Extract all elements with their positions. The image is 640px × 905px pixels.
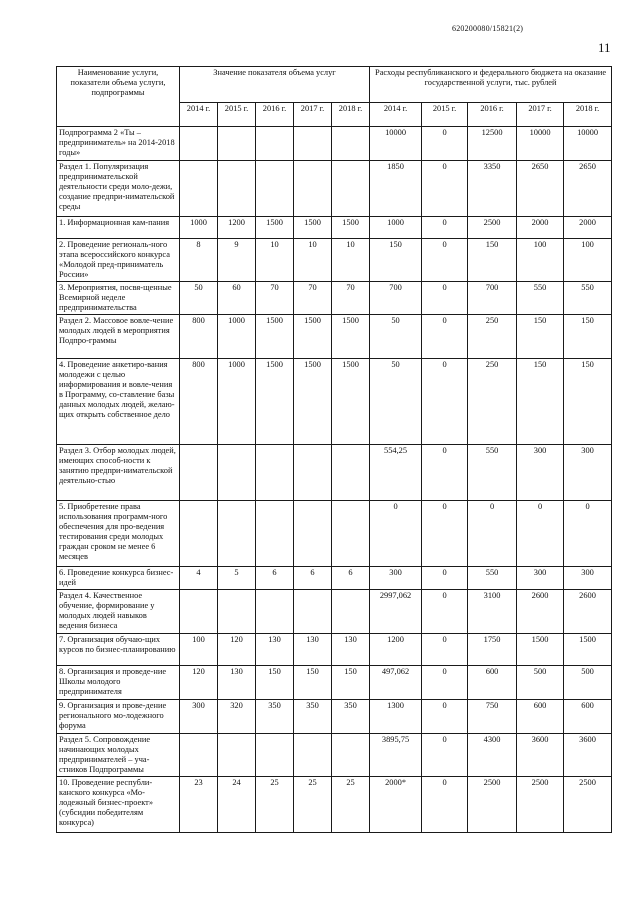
expense-cell: 100 <box>564 239 612 282</box>
expense-cell: 150 <box>370 239 422 282</box>
expense-cell: 0 <box>422 127 468 161</box>
volume-cell <box>218 734 256 777</box>
expense-cell: 0 <box>370 501 422 567</box>
expense-cell: 2500 <box>468 217 517 239</box>
expense-cell: 700 <box>468 282 517 315</box>
volume-cell <box>180 445 218 501</box>
volume-cell: 9 <box>218 239 256 282</box>
expense-cell: 1300 <box>370 700 422 734</box>
table-row <box>57 282 612 315</box>
volume-cell <box>218 590 256 634</box>
volume-cell <box>294 590 332 634</box>
row-name: 2. Проведение региональ-ного этапа всероссийского конкурса «Молодой пред-приниматель России» <box>57 239 180 282</box>
volume-cell <box>218 445 256 501</box>
table-row <box>57 567 612 590</box>
volume-cell <box>294 445 332 501</box>
expense-cell: 300 <box>517 567 564 590</box>
volume-cell <box>180 127 218 161</box>
expense-cell: 0 <box>422 700 468 734</box>
header-vol-year: 2015 г. <box>218 103 256 127</box>
row-name: Раздел 3. Отбор молодых людей, имеющих способ-ности к занятию предпри-нимательской деятельно-стью <box>57 445 180 501</box>
expense-cell: 100 <box>517 239 564 282</box>
volume-cell: 70 <box>294 282 332 315</box>
volume-cell: 1000 <box>218 315 256 359</box>
expense-cell: 1200 <box>370 634 422 666</box>
row-name: Раздел 2. Массовое вовле-чение молодых людей в мероприятия Подпро-граммы <box>57 315 180 359</box>
expense-cell: 150 <box>564 359 612 445</box>
header-vol-year: 2017 г. <box>294 103 332 127</box>
table-row <box>57 359 612 445</box>
expense-cell: 300 <box>370 567 422 590</box>
table-row <box>57 590 612 634</box>
expense-cell: 600 <box>564 700 612 734</box>
volume-cell: 100 <box>180 634 218 666</box>
row-name: 10. Проведение республи-канского конкурса «Мо-лодежный бизнес-проект» (субсидии победителям конкурса) <box>57 777 180 833</box>
expense-cell: 12500 <box>468 127 517 161</box>
volume-cell: 60 <box>218 282 256 315</box>
volume-cell: 1000 <box>218 359 256 445</box>
header-exp-year: 2014 г. <box>370 103 422 127</box>
expense-cell: 600 <box>517 700 564 734</box>
volume-cell: 4 <box>180 567 218 590</box>
services-table <box>56 66 612 833</box>
expense-cell: 150 <box>517 315 564 359</box>
header-service-name: Наименование услуги, показатели объема услуги, подпрограммы <box>57 67 180 127</box>
expense-cell: 3600 <box>517 734 564 777</box>
header-vol-year: 2018 г. <box>332 103 370 127</box>
volume-cell: 1500 <box>294 217 332 239</box>
volume-cell: 1500 <box>332 359 370 445</box>
volume-cell: 130 <box>332 634 370 666</box>
volume-cell <box>218 161 256 217</box>
row-name: 9. Организация и прове-дение регионального мо-лодежного форума <box>57 700 180 734</box>
header-expenses: Расходы республиканского и федерального бюджета на оказание государственной услуги, тыс. рублей <box>370 67 612 103</box>
expense-cell: 2650 <box>517 161 564 217</box>
expense-cell: 0 <box>422 445 468 501</box>
expense-cell: 3895,75 <box>370 734 422 777</box>
table-row <box>57 239 612 282</box>
expense-cell: 554,25 <box>370 445 422 501</box>
volume-cell: 1500 <box>256 359 294 445</box>
volume-cell <box>332 161 370 217</box>
expense-cell: 3600 <box>564 734 612 777</box>
volume-cell: 25 <box>256 777 294 833</box>
volume-cell: 70 <box>256 282 294 315</box>
volume-cell: 800 <box>180 315 218 359</box>
expense-cell: 1500 <box>517 634 564 666</box>
volume-cell: 10 <box>294 239 332 282</box>
volume-cell: 1500 <box>294 315 332 359</box>
row-name: 6. Проведение конкурса бизнес-идей <box>57 567 180 590</box>
volume-cell: 1000 <box>180 217 218 239</box>
expense-cell: 0 <box>564 501 612 567</box>
expense-cell: 150 <box>468 239 517 282</box>
expense-cell: 2500 <box>517 777 564 833</box>
expense-cell: 150 <box>517 359 564 445</box>
expense-cell: 10000 <box>370 127 422 161</box>
expense-cell: 2000 <box>564 217 612 239</box>
volume-cell: 120 <box>218 634 256 666</box>
header-vol-year: 2016 г. <box>256 103 294 127</box>
volume-cell: 150 <box>256 666 294 700</box>
expense-cell: 500 <box>517 666 564 700</box>
row-name: Подпрограмма 2 «Ты – предприниматель» на 2014-2018 годы» <box>57 127 180 161</box>
expense-cell: 550 <box>564 282 612 315</box>
header-volume: Значение показателя объема услуг <box>180 67 370 103</box>
volume-cell: 1500 <box>256 217 294 239</box>
volume-cell: 150 <box>294 666 332 700</box>
volume-cell <box>256 161 294 217</box>
expense-cell: 3350 <box>468 161 517 217</box>
header-exp-year: 2016 г. <box>468 103 517 127</box>
volume-cell: 150 <box>332 666 370 700</box>
expense-cell: 250 <box>468 359 517 445</box>
volume-cell <box>332 501 370 567</box>
volume-cell <box>256 590 294 634</box>
expense-cell: 497,062 <box>370 666 422 700</box>
expense-cell: 300 <box>564 445 612 501</box>
volume-cell <box>180 161 218 217</box>
expense-cell: 50 <box>370 315 422 359</box>
expense-cell: 0 <box>422 359 468 445</box>
expense-cell: 0 <box>422 590 468 634</box>
volume-cell <box>294 501 332 567</box>
volume-cell <box>332 734 370 777</box>
expense-cell: 2500 <box>468 777 517 833</box>
row-name: 3. Мероприятия, посвя-щенные Всемирной неделе предпринимательства <box>57 282 180 315</box>
table-row <box>57 666 612 700</box>
volume-cell: 70 <box>332 282 370 315</box>
table-row <box>57 501 612 567</box>
expense-cell: 700 <box>370 282 422 315</box>
volume-cell: 1500 <box>294 359 332 445</box>
expense-cell: 0 <box>422 217 468 239</box>
expense-cell: 0 <box>422 161 468 217</box>
volume-cell: 130 <box>256 634 294 666</box>
volume-cell: 130 <box>294 634 332 666</box>
expense-cell: 250 <box>468 315 517 359</box>
expense-cell: 2997,062 <box>370 590 422 634</box>
header-exp-year: 2018 г. <box>564 103 612 127</box>
row-name: 4. Проведение анкетиро-вания молодежи с целью информирования и вовле-чения в Программу, со-ставление базы данных молодых людей, желаю-щих открыть собственное дело <box>57 359 180 445</box>
volume-cell: 6 <box>332 567 370 590</box>
table-row <box>57 217 612 239</box>
row-name: 8. Организация и проведе-ние Школы молодого предпринимателя <box>57 666 180 700</box>
volume-cell <box>256 501 294 567</box>
expense-cell: 3100 <box>468 590 517 634</box>
expense-cell: 0 <box>422 666 468 700</box>
volume-cell <box>294 161 332 217</box>
row-name: Раздел 1. Популяризация предпринимательской деятельности среди моло-дежи, создание предпри-нимательской среды <box>57 161 180 217</box>
row-name: 5. Приобретение права использования программ-ного обеспечения для про-ведения тестирования среди молодых граждан сроком не менее 6 месяцев <box>57 501 180 567</box>
expense-cell: 750 <box>468 700 517 734</box>
volume-cell: 1500 <box>256 315 294 359</box>
expense-cell: 1850 <box>370 161 422 217</box>
expense-cell: 0 <box>422 567 468 590</box>
page-number: 11 <box>598 40 611 55</box>
volume-cell: 10 <box>256 239 294 282</box>
expense-cell: 4300 <box>468 734 517 777</box>
volume-cell: 50 <box>180 282 218 315</box>
expense-cell: 550 <box>468 567 517 590</box>
row-name: 7. Организация обучаю-щих курсов по бизнес-планированию <box>57 634 180 666</box>
volume-cell <box>332 590 370 634</box>
volume-cell: 24 <box>218 777 256 833</box>
expense-cell: 2600 <box>564 590 612 634</box>
volume-cell: 320 <box>218 700 256 734</box>
document-id: 620200080/15821(2) <box>452 24 524 33</box>
expense-cell: 2000 <box>517 217 564 239</box>
volume-cell <box>180 590 218 634</box>
expense-cell: 0 <box>422 282 468 315</box>
header-vol-year: 2014 г. <box>180 103 218 127</box>
table-row <box>57 315 612 359</box>
volume-cell <box>294 734 332 777</box>
expense-cell: 2650 <box>564 161 612 217</box>
header-exp-year: 2015 г. <box>422 103 468 127</box>
volume-cell: 1200 <box>218 217 256 239</box>
expense-cell: 1500 <box>564 634 612 666</box>
row-name: Раздел 5. Сопровождение начинающих молодых предпринимателей – уча-стников Подпрограммы <box>57 734 180 777</box>
volume-cell: 1500 <box>332 315 370 359</box>
volume-cell: 130 <box>218 666 256 700</box>
volume-cell <box>180 734 218 777</box>
volume-cell: 300 <box>180 700 218 734</box>
expense-cell: 50 <box>370 359 422 445</box>
expense-cell: 500 <box>564 666 612 700</box>
volume-cell: 25 <box>332 777 370 833</box>
row-name: Раздел 4. Качественное обучение, формирование у молодых людей навыков ведения бизнеса <box>57 590 180 634</box>
volume-cell: 350 <box>256 700 294 734</box>
volume-cell: 6 <box>294 567 332 590</box>
expense-cell: 0 <box>422 239 468 282</box>
volume-cell <box>294 127 332 161</box>
volume-cell: 25 <box>294 777 332 833</box>
volume-cell: 10 <box>332 239 370 282</box>
expense-cell: 0 <box>422 734 468 777</box>
table-row <box>57 127 612 161</box>
table-row <box>57 777 612 833</box>
volume-cell: 8 <box>180 239 218 282</box>
volume-cell <box>256 127 294 161</box>
expense-cell: 1750 <box>468 634 517 666</box>
volume-cell: 5 <box>218 567 256 590</box>
expense-cell: 0 <box>422 777 468 833</box>
volume-cell <box>256 445 294 501</box>
expense-cell: 0 <box>422 315 468 359</box>
expense-cell: 2600 <box>517 590 564 634</box>
volume-cell <box>332 445 370 501</box>
table-row <box>57 445 612 501</box>
volume-cell <box>256 734 294 777</box>
expense-cell: 10000 <box>564 127 612 161</box>
table-row <box>57 734 612 777</box>
expense-cell: 550 <box>468 445 517 501</box>
volume-cell <box>180 501 218 567</box>
volume-cell: 6 <box>256 567 294 590</box>
expense-cell: 300 <box>517 445 564 501</box>
table-row <box>57 161 612 217</box>
volume-cell: 800 <box>180 359 218 445</box>
row-name: 1. Информационная кам-пания <box>57 217 180 239</box>
volume-cell <box>218 501 256 567</box>
header-exp-year: 2017 г. <box>517 103 564 127</box>
volume-cell: 350 <box>294 700 332 734</box>
expense-cell: 0 <box>517 501 564 567</box>
volume-cell: 350 <box>332 700 370 734</box>
expense-cell: 600 <box>468 666 517 700</box>
expense-cell: 0 <box>468 501 517 567</box>
volume-cell <box>332 127 370 161</box>
volume-cell <box>218 127 256 161</box>
expense-cell: 550 <box>517 282 564 315</box>
expense-cell: 0 <box>422 501 468 567</box>
expense-cell: 2500 <box>564 777 612 833</box>
expense-cell: 10000 <box>517 127 564 161</box>
table-row <box>57 700 612 734</box>
expense-cell: 300 <box>564 567 612 590</box>
expense-cell: 1000 <box>370 217 422 239</box>
expense-cell: 150 <box>564 315 612 359</box>
volume-cell: 1500 <box>332 217 370 239</box>
volume-cell: 120 <box>180 666 218 700</box>
volume-cell: 23 <box>180 777 218 833</box>
expense-cell: 2000* <box>370 777 422 833</box>
table-row <box>57 634 612 666</box>
expense-cell: 0 <box>422 634 468 666</box>
